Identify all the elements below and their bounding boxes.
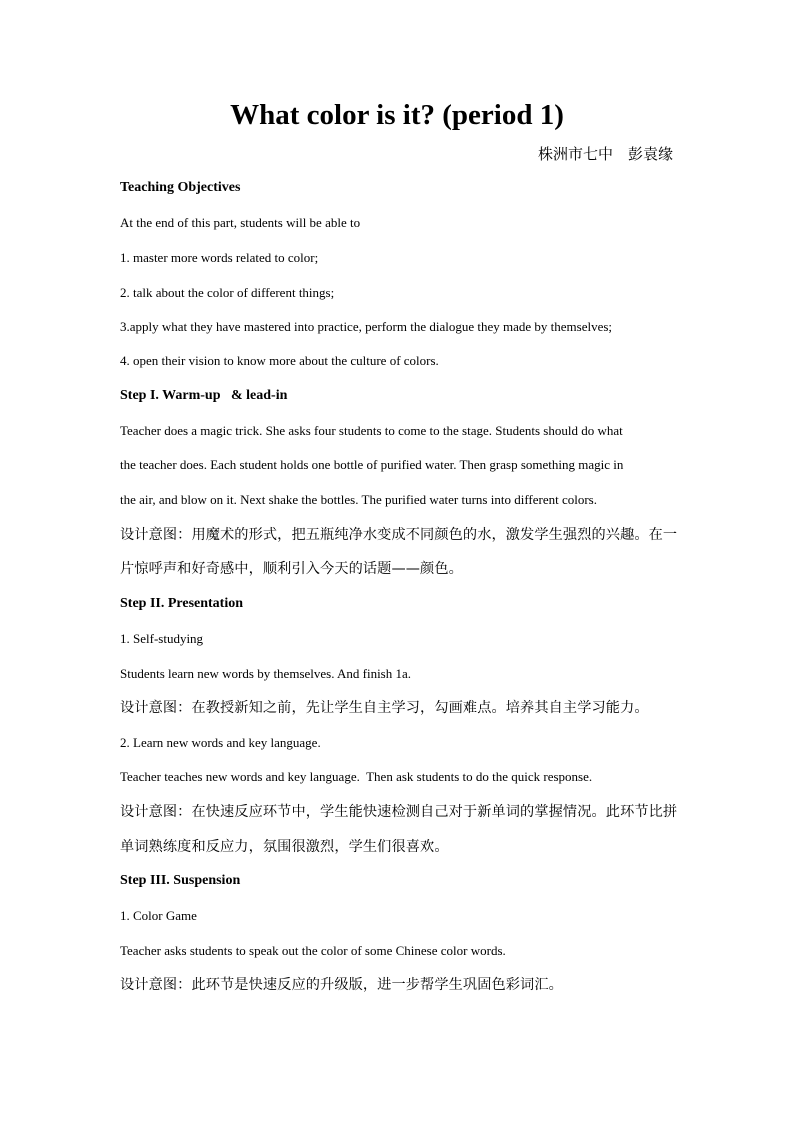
objective-item-3: 3.apply what they have mastered into practice, perform the dialogue they made by themselves; (120, 319, 613, 334)
section-heading-step1: Step I. Warm-up & lead-in (120, 388, 288, 403)
objective-item-4: 4. open their vision to know more about the culture of colors. (120, 353, 439, 368)
step1-text-line-3: the air, and blow on it. Next shake the bottles. The purified water turns into different colors. (120, 492, 597, 507)
step1-design-line-2: 片惊呼声和好奇感中，顺利引入今天的话题——颜色。 (120, 561, 463, 577)
page-title: What color is it? (period 1) (230, 99, 564, 131)
step2-sub2-design-line-2: 单词熟练度和反应力，氛围很激烈，学生们很喜欢。 (120, 839, 449, 855)
objective-item-2: 2. talk about the color of different things; (120, 285, 335, 300)
step3-sub1-title: 1. Color Game (120, 908, 197, 923)
objective-item-1: 1. master more words related to color; (120, 250, 319, 265)
section-heading-step2: Step II. Presentation (120, 596, 244, 611)
step3-sub1-design: 设计意图：此环节是快速反应的升级版，进一步帮学生巩固色彩词汇。 (120, 977, 563, 993)
step2-sub2-text: Teacher teaches new words and key language. Then ask students to do the quick response. (120, 769, 593, 784)
step2-sub2-design-line-1: 设计意图：在快速反应环节中，学生能快速检测自己对于新单词的掌握情况。此环节比拼 (120, 804, 678, 820)
step1-text-line-2: the teacher does. Each student holds one bottle of purified water. Then grasp something magic in (120, 457, 624, 472)
objectives-intro: At the end of this part, students will be able to (120, 215, 361, 230)
step1-text-line-1: Teacher does a magic trick. She asks four students to come to the stage. Students should do what (120, 423, 623, 438)
author-line: 株洲市七中 彭袁缘 (537, 145, 673, 163)
step3-sub1-text: Teacher asks students to speak out the color of some Chinese color words. (120, 943, 506, 958)
step2-sub1-design: 设计意图：在教授新知之前，先让学生自主学习，勾画难点。培养其自主学习能力。 (120, 700, 649, 716)
step2-sub2-title: 2. Learn new words and key language. (120, 735, 321, 750)
section-heading-step3: Step III. Suspension (120, 873, 241, 888)
section-heading-objectives: Teaching Objectives (120, 180, 241, 195)
step2-sub1-title: 1. Self-studying (120, 631, 204, 646)
step2-sub1-text: Students learn new words by themselves. And finish 1a. (120, 666, 412, 681)
step1-design-line-1: 设计意图：用魔术的形式，把五瓶纯净水变成不同颜色的水，激发学生强烈的兴趣。在一 (120, 527, 678, 543)
